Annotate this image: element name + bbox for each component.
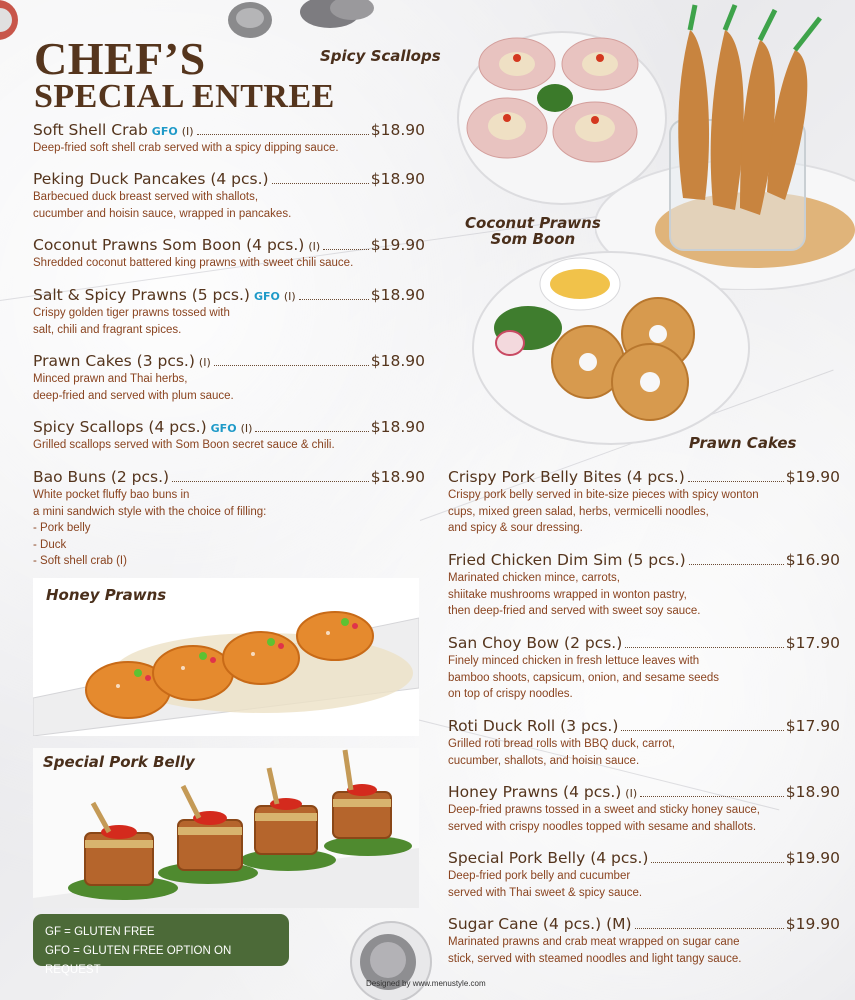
menu-item: [448, 551, 840, 620]
dotted-leader: [323, 249, 369, 250]
honey-prawns-caption: Honey Prawns: [46, 586, 167, 604]
dotted-leader: [272, 183, 369, 184]
item-name: Soft Shell Crab: [33, 121, 148, 139]
special-pork-belly-caption: Special Pork Belly: [43, 753, 195, 771]
title-line-2: SPECIAL ENTREE: [34, 78, 335, 115]
item-price: $18.90: [370, 170, 425, 188]
item-name: Peking Duck Pancakes (4 pcs.): [33, 170, 269, 188]
item-name: Honey Prawns (4 pcs.): [448, 783, 622, 801]
pork-belly-illustration: [33, 748, 419, 908]
menu-item: [448, 849, 840, 901]
item-price: $18.90: [370, 468, 425, 486]
gfo-tag: GFO: [253, 290, 280, 303]
item-description: Crispy pork belly served in bite-size pieces with spicy wonton cups, mixed green salad, herbs, vermicelli noodles, and spicy & sour dressing.: [448, 489, 759, 534]
legend-gf: GF = GLUTEN FREE: [45, 926, 155, 938]
dotted-leader: [640, 796, 784, 797]
gfo-tag: GFO: [151, 125, 178, 138]
coconut-prawns-caption-line1: Coconut Prawns: [465, 214, 601, 232]
dotted-leader: [635, 928, 784, 929]
menu-item: [33, 418, 425, 454]
item-name: Roti Duck Roll (3 pcs.): [448, 717, 619, 735]
item-name: Spicy Scallops (4 pcs.): [33, 418, 207, 436]
item-tag: (I): [181, 125, 194, 138]
item-name: Coconut Prawns Som Boon (4 pcs.): [33, 236, 305, 254]
item-name: Bao Buns (2 pcs.): [33, 468, 170, 486]
item-description: Minced prawn and Thai herbs, deep-fried and served with plum sauce.: [33, 373, 234, 402]
item-description: Grilled scallops served with Som Boon secret sauce & chili.: [33, 439, 335, 451]
item-price: $19.90: [370, 236, 425, 254]
item-description: Deep-fried prawns tossed in a sweet and sticky honey sauce, served with crispy noodles topped with sesame and shallots.: [448, 804, 760, 833]
item-price: $19.90: [785, 468, 840, 486]
legend-gfo: GFO = GLUTEN FREE OPTION ON REQUEST: [45, 945, 232, 976]
menu-item: [448, 915, 840, 967]
special-pork-belly-photo: [33, 748, 419, 908]
menu-item: [33, 468, 425, 570]
item-description: Barbecued duck breast served with shallots, cucumber and hoisin sauce, wrapped in pancakes.: [33, 191, 292, 220]
item-description: Grilled roti bread rolls with BBQ duck, carrot, cucumber, shallots, and hoisin sauce.: [448, 738, 675, 767]
item-price: $18.90: [370, 418, 425, 436]
item-tag: (I): [625, 787, 638, 800]
coconut-prawns-caption: [465, 215, 601, 247]
item-description: Shredded coconut battered king prawns with sweet chili sauce.: [33, 257, 354, 269]
menu-item: [33, 121, 425, 157]
item-name: Salt & Spicy Prawns (5 pcs.): [33, 286, 250, 304]
item-description: White pocket fluffy bao buns in a mini sandwich style with the choice of filling: - Pork belly - Duck - Soft shell crab (I): [33, 489, 267, 567]
prawn-cakes-caption: Prawn Cakes: [689, 434, 797, 452]
item-description: Crispy golden tiger prawns tossed with salt, chili and fragrant spices.: [33, 307, 230, 336]
dotted-leader: [688, 481, 784, 482]
dotted-leader: [689, 564, 784, 565]
item-price: $19.90: [785, 849, 840, 867]
menu-item: [33, 170, 425, 222]
dotted-leader: [299, 299, 369, 300]
dotted-leader: [255, 431, 368, 432]
coconut-prawns-photo: [595, 0, 855, 290]
item-description: Deep-fried soft shell crab served with a spicy dipping sauce.: [33, 142, 339, 154]
item-price: $18.90: [370, 352, 425, 370]
prawn-cakes-photo: [470, 248, 752, 448]
item-price: $16.90: [785, 551, 840, 569]
item-tag: (I): [308, 240, 321, 253]
item-price: $18.90: [370, 286, 425, 304]
menu-item: [448, 783, 840, 835]
designer-credit: Designed by www.menustyle.com: [366, 979, 486, 988]
menu-item: [33, 352, 425, 404]
menu-item: [33, 236, 425, 272]
dotted-leader: [621, 730, 783, 731]
spicy-scallops-caption: Spicy Scallops: [320, 47, 441, 65]
dietary-legend: [33, 914, 289, 976]
title-line-1: CHEF’S: [34, 33, 206, 84]
item-price: $18.90: [785, 783, 840, 801]
menu-item: [33, 286, 425, 338]
item-name: Sugar Cane (4 pcs.) (M): [448, 915, 632, 933]
dotted-leader: [214, 365, 369, 366]
item-description: Finely minced chicken in fresh lettuce leaves with bamboo shoots, capsicum, onion, and sesame seeds on top of crispy noodles.: [448, 655, 720, 700]
item-price: $17.90: [785, 717, 840, 735]
item-name: Prawn Cakes (3 pcs.): [33, 352, 195, 370]
coconut-prawns-caption-line2: Som Boon: [490, 230, 576, 248]
gfo-tag: GFO: [210, 422, 237, 435]
dotted-leader: [197, 134, 369, 135]
item-price: $18.90: [370, 121, 425, 139]
item-price: $17.90: [785, 634, 840, 652]
dotted-leader: [172, 481, 369, 482]
item-price: $19.90: [785, 915, 840, 933]
menu-item: [448, 468, 840, 537]
item-description: Deep-fried pork belly and cucumber served with Thai sweet & spicy sauce.: [448, 870, 643, 899]
menu-item: [448, 717, 840, 769]
item-name: Crispy Pork Belly Bites (4 pcs.): [448, 468, 685, 486]
item-tag: (I): [283, 290, 296, 303]
item-name: Fried Chicken Dim Sim (5 pcs.): [448, 551, 686, 569]
item-name: Special Pork Belly (4 pcs.): [448, 849, 649, 867]
item-description: Marinated chicken mince, carrots, shiitake mushrooms wrapped in wonton pastry, then deep-fried and served with sweet soy sauce.: [448, 572, 701, 617]
item-tag: (I): [198, 356, 211, 369]
menu-item: [448, 634, 840, 703]
dotted-leader: [625, 647, 783, 648]
item-name: San Choy Bow (2 pcs.): [448, 634, 623, 652]
item-description: Marinated prawns and crab meat wrapped on sugar cane stick, served with steamed noodles and light tangy sauce.: [448, 936, 742, 965]
item-tag: (I): [240, 422, 253, 435]
dotted-leader: [651, 862, 783, 863]
